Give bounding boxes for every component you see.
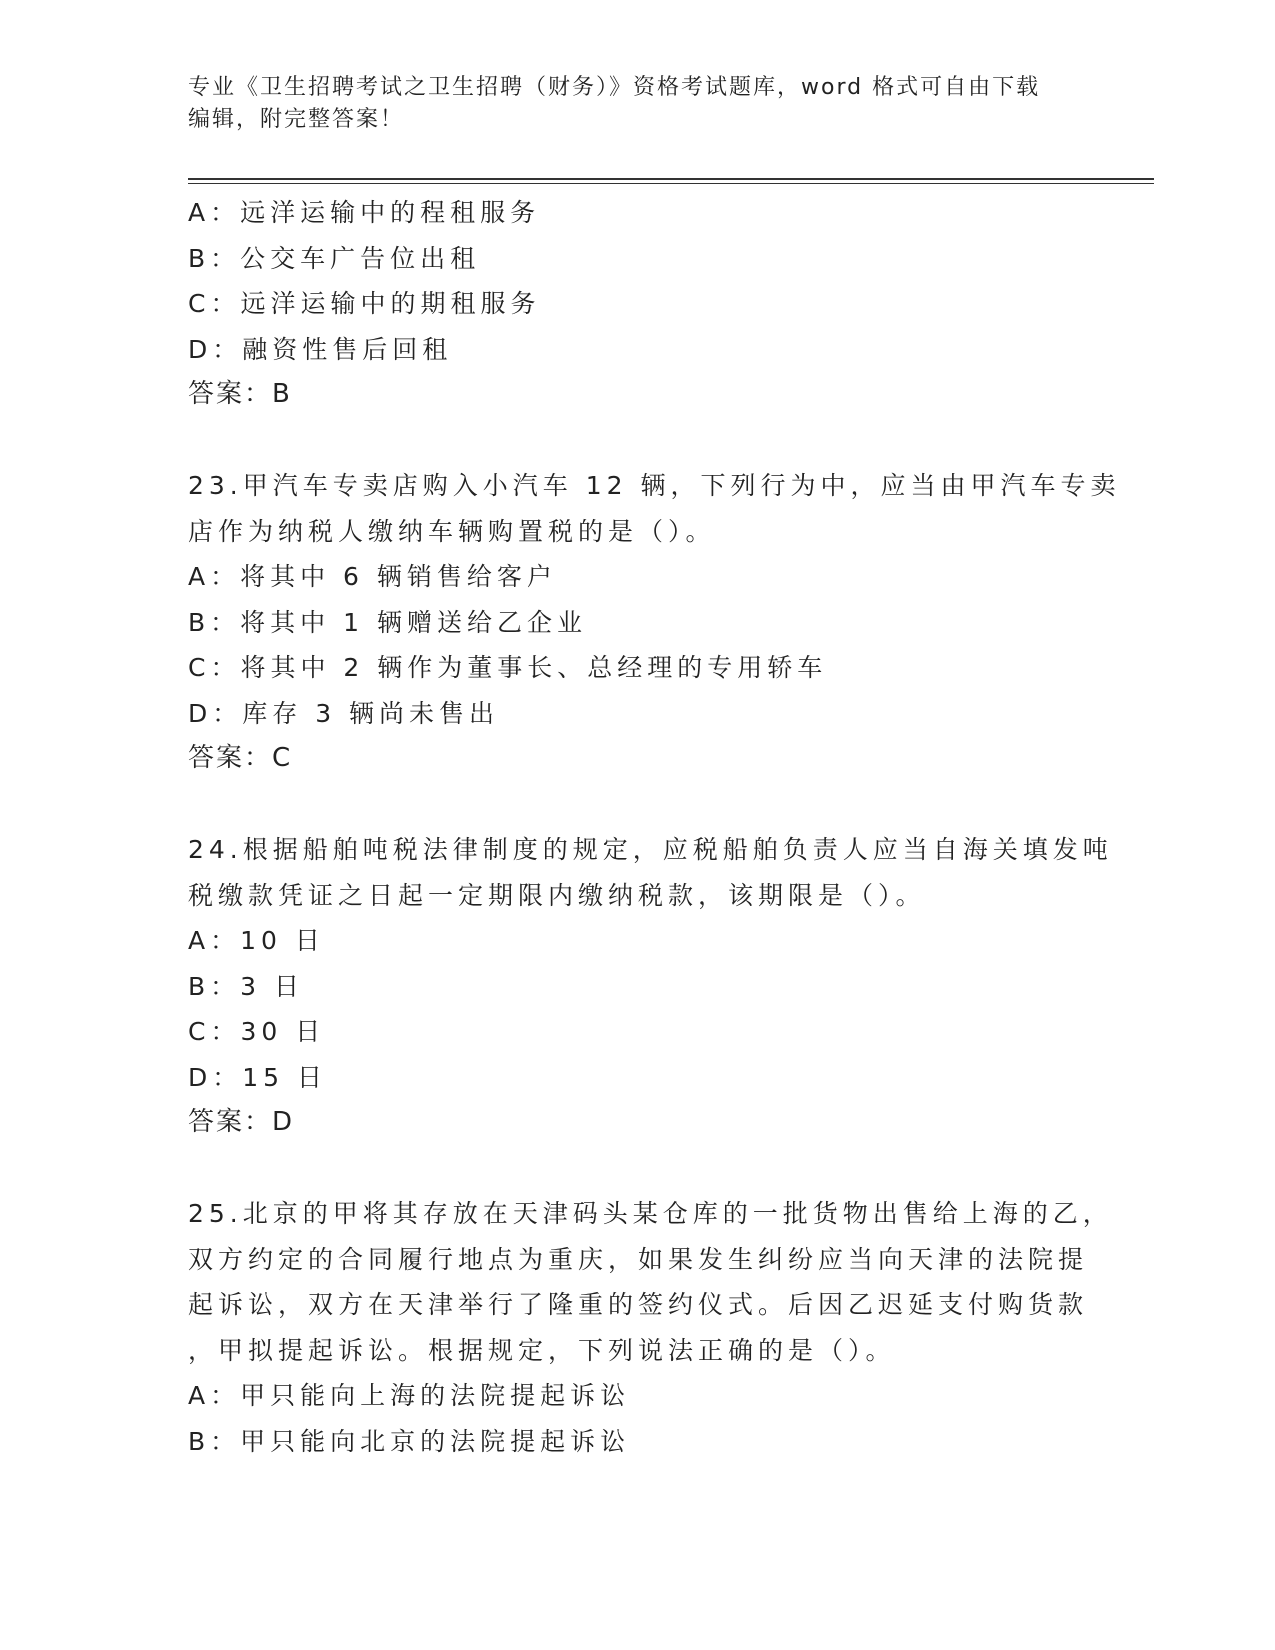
question-stem-line: 税缴款凭证之日起一定期限内缴纳税款，该期限是（）。 xyxy=(188,880,926,910)
option-a: A：远洋运输中的程租服务 xyxy=(188,198,541,227)
question-25 xyxy=(188,1191,1113,1464)
option-b: B：将其中 1 辆赠送给乙企业 xyxy=(188,607,587,637)
question-23 xyxy=(188,463,1121,782)
answer-line: 答案：C xyxy=(188,743,293,773)
header-line-2: 编辑，附完整答案！ xyxy=(188,107,405,132)
document-body xyxy=(188,190,1121,1464)
option-d: D：库存 3 辆尚未售出 xyxy=(188,698,500,728)
question-stem-line: ，甲拟提起诉讼。根据规定，下列说法正确的是（）。 xyxy=(188,1335,896,1365)
question-stem-line: 24.根据船舶吨税法律制度的规定，应税船舶负责人应当自海关填发吨 xyxy=(188,835,1113,864)
question-stem-line: 25.北京的甲将其存放在天津码头某仓库的一批货物出售给上海的乙， xyxy=(188,1199,1113,1228)
answer-line: 答案：B xyxy=(188,379,292,409)
question-stem-line: 店作为纳税人缴纳车辆购置税的是（）。 xyxy=(188,516,716,546)
spacer xyxy=(188,782,1088,828)
option-d: D：15 日 xyxy=(188,1062,328,1092)
option-a: A：10 日 xyxy=(188,926,325,955)
document-header xyxy=(188,72,1068,136)
option-b: B：公交车广告位出租 xyxy=(188,243,481,273)
spacer xyxy=(188,1146,1088,1192)
question-stem-line: 起诉讼，双方在天津举行了隆重的签约仪式。后因乙迟延支付购货款 xyxy=(188,1290,1089,1319)
option-c: C：远洋运输中的期租服务 xyxy=(188,289,541,318)
header-rule-thick xyxy=(188,178,1154,180)
option-a: A：将其中 6 辆销售给客户 xyxy=(188,562,557,591)
option-a: A：甲只能向上海的法院提起诉讼 xyxy=(188,1381,631,1410)
answer-line: 答案：D xyxy=(188,1107,295,1137)
question-22-tail xyxy=(188,190,1088,418)
option-c: C：将其中 2 辆作为董事长、总经理的专用轿车 xyxy=(188,653,828,682)
option-d: D：融资性售后回租 xyxy=(188,334,453,364)
option-b: B：3 日 xyxy=(188,971,305,1001)
question-stem-line: 23.甲汽车专卖店购入小汽车 12 辆，下列行为中，应当由甲汽车专卖 xyxy=(188,471,1121,500)
option-c: C：30 日 xyxy=(188,1017,326,1046)
question-24 xyxy=(188,827,1113,1146)
question-stem-line: 双方约定的合同履行地点为重庆，如果发生纠纷应当向天津的法院提 xyxy=(188,1244,1089,1274)
option-b: B：甲只能向北京的法院提起诉讼 xyxy=(188,1426,631,1456)
header-rule-thin xyxy=(188,183,1154,184)
header-line-1: 专业《卫生招聘考试之卫生招聘（财务）》资格考试题库，word 格式可自由下载 xyxy=(188,75,1041,100)
spacer xyxy=(188,418,1088,464)
